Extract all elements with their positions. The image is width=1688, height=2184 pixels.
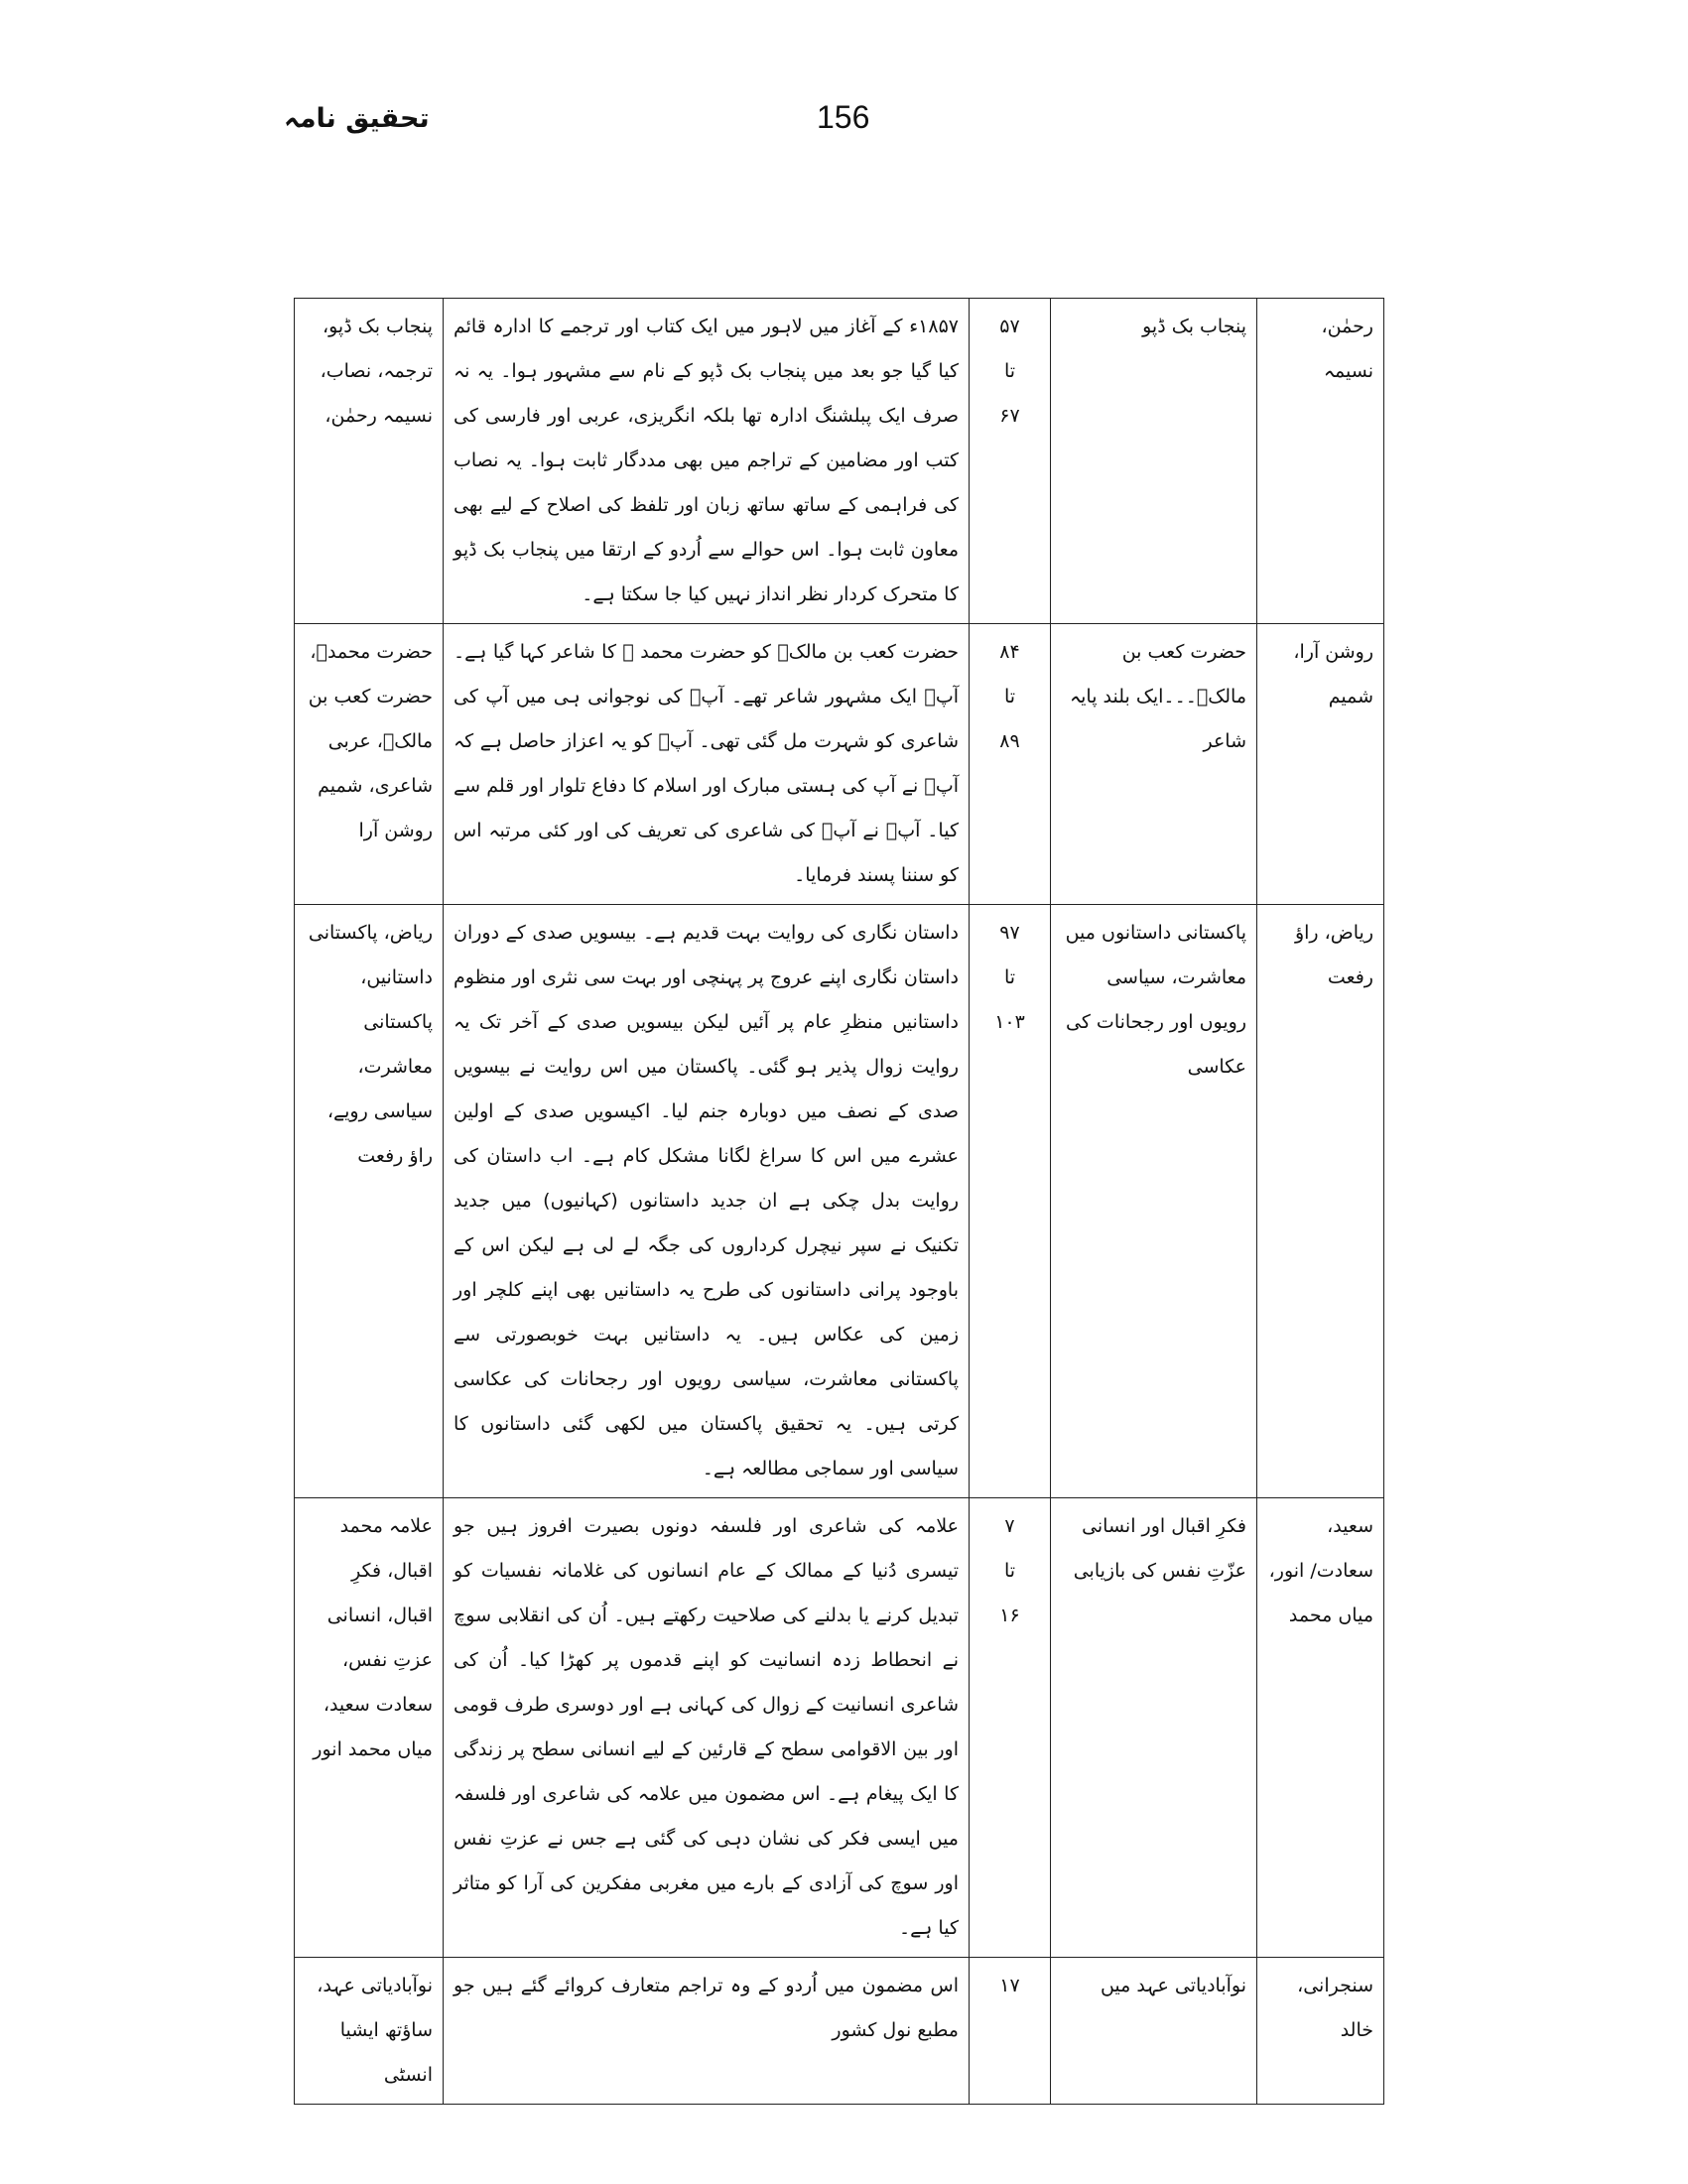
abstract-cell: اس مضمون میں اُردو کے وہ تراجم متعارف کروائے گئے ہیں جو مطبع نول کشور [444,1958,970,2105]
page-start: ۸۴ [999,641,1020,663]
page-end: ۱۶ [999,1605,1020,1626]
pages-cell [970,624,1051,905]
page-start: ۷ [1004,1515,1015,1537]
title-cell: نوآبادیاتی عہد میں [1051,1958,1257,2105]
title-cell: حضرت کعب بن مالکؓ۔۔۔ایک بلند پایہ شاعر [1051,624,1257,905]
page-separator: تا [1003,360,1016,382]
author-cell: ریاض، راؤ رفعت [1257,905,1384,1498]
author-cell: روشن آرا، شمیم [1257,624,1384,905]
abstract-cell: علامہ کی شاعری اور فلسفہ دونوں بصیرت افروز ہیں جو تیسری دُنیا کے ممالک کے عام انسانوں کی غلامانہ نفسیات کو تبدیل کرنے یا بدلنے کی صلاحیت رکھتے ہیں۔ اُن کی انقلابی سوچ نے انحطاط زدہ انسانیت کو اپنے قدموں پر کھڑا کیا۔ اُن کی شاعری انسانیت کے زوال کی کہانی ہے اور دوسری طرف قومی اور بین الاقوامی سطح کے قارئین کے لیے انسانی سطح پر زندگی کا ایک پیغام ہے۔ اس مضمون میں علامہ کی شاعری اور فلسفہ میں ایسی فکر کی نشان دہی کی گئی ہے جس نے عزتِ نفس اور سوچ کی آزادی کے بارے میں مغربی مفکرین کی آرا کو متاثر کیا ہے۔ [444,1498,970,1958]
keywords-cell: علامہ محمد اقبال، فکرِ اقبال، انسانی عزتِ نفس، سعادت سعید، میاں محمد انور [295,1498,444,1958]
table-row [295,1958,1384,2105]
keywords-cell: حضرت محمدؐ، حضرت کعب بن مالکؓ، عربی شاعری، شمیم روشن آرا [295,624,444,905]
abstract-cell: داستان نگاری کی روایت بہت قدیم ہے۔ بیسویں صدی کے دوران داستان نگاری اپنے عروج پر پہنچی اور بہت سی نثری اور منظوم داستانیں منظرِ عام پر آئیں لیکن بیسویں صدی کے آخر تک یہ روایت زوال پذیر ہو گئی۔ پاکستان میں اس روایت نے بیسویں صدی کے نصف میں دوبارہ جنم لیا۔ اکیسویں صدی کے اولین عشرے میں اس کا سراغ لگانا مشکل کام ہے۔ اب داستان کی روایت بدل چکی ہے ان جدید داستانوں (کہانیوں) میں جدید تکنیک نے سپر نیچرل کرداروں کی جگہ لے لی ہے لیکن اس کے باوجود پرانی داستانوں کی طرح یہ داستانیں بھی اپنے کلچر اور زمین کی عکاس ہیں۔ یہ داستانیں بہت خوبصورتی سے پاکستانی معاشرت، سیاسی رویوں اور رجحانات کی عکاسی کرتی ہیں۔ یہ تحقیق پاکستان میں لکھی گئی داستانوں کا سیاسی اور سماجی مطالعہ ہے۔ [444,905,970,1498]
keywords-cell: پنجاب بک ڈپو، ترجمہ، نصاب، نسیمہ رحمٰن، [295,299,444,624]
keywords-cell: ریاض، پاکستانی داستانیں، پاکستانی معاشرت، سیاسی رویے، راؤ رفعت [295,905,444,1498]
table-row [295,299,1384,624]
page-separator: تا [1003,1560,1016,1582]
page-end: ۶۷ [999,405,1020,427]
abstract-cell: حضرت کعب بن مالکؓ کو حضرت محمد ﷺ کا شاعر کہا گیا ہے۔ آپؓ ایک مشہور شاعر تھے۔ آپؓ کی نوجوانی ہی میں آپ کی شاعری کو شہرت مل گئی تھی۔ آپؓ کو یہ اعزاز حاصل ہے کہ آپؓ نے آپ کی ہستی مبارک اور اسلام کا دفاع تلوار اور قلم سے کیا۔ آپؐ نے آپؓ کی شاعری کی تعریف کی اور کئی مرتبہ اس کو سننا پسند فرمایا۔ [444,624,970,905]
author-cell: سنجرانی، خالد [1257,1958,1384,2105]
page-separator: تا [1003,966,1016,988]
table-row [295,905,1384,1498]
page-start: ۵۷ [999,316,1020,337]
title-cell: پنجاب بک ڈپو [1051,299,1257,624]
page-end: ۸۹ [999,730,1020,752]
page-end: ۱۰۳ [994,1011,1025,1033]
article-index-table [294,298,1384,2105]
table-row [295,1498,1384,1958]
title-cell: پاکستانی داستانوں میں معاشرت، سیاسی رویوں اور رجحانات کی عکاسی [1051,905,1257,1498]
pages-cell [970,1498,1051,1958]
author-cell: سعید، سعادت/ انور، میاں محمد [1257,1498,1384,1958]
pages-cell [970,299,1051,624]
page-start: ۹۷ [999,922,1020,944]
author-cell: رحمٰن، نسیمہ [1257,299,1384,624]
page-number: 156 [817,99,870,135]
pages-cell [970,905,1051,1498]
abstract-cell: ۱۸۵۷ء کے آغاز میں لاہور میں ایک کتاب اور ترجمے کا ادارہ قائم کیا گیا جو بعد میں پنجاب بک ڈپو کے نام سے مشہور ہوا۔ یہ نہ صرف ایک پبلشنگ ادارہ تھا بلکہ انگریزی، عربی اور فارسی کی کتب اور مضامین کے تراجم میں بھی مددگار ثابت ہوا۔ یہ نصاب کی فراہمی کے ساتھ ساتھ زبان اور تلفظ کی اصلاح کے لیے بھی معاون ثابت ہوا۔ اس حوالے سے اُردو کے ارتقا میں پنجاب بک ڈپو کا متحرک کردار نظر انداز نہیں کیا جا سکتا ہے۔ [444,299,970,624]
page-start: ۱۷ [999,1975,1020,1996]
title-cell: فکرِ اقبال اور انسانی عزّتِ نفس کی بازیابی [1051,1498,1257,1958]
running-title: تحقیق نامہ [284,103,430,134]
keywords-cell: نوآبادیاتی عہد، ساؤتھ ایشیا انسٹی [295,1958,444,2105]
page-separator: تا [1003,686,1016,707]
table-row [295,624,1384,905]
pages-cell [970,1958,1051,2105]
